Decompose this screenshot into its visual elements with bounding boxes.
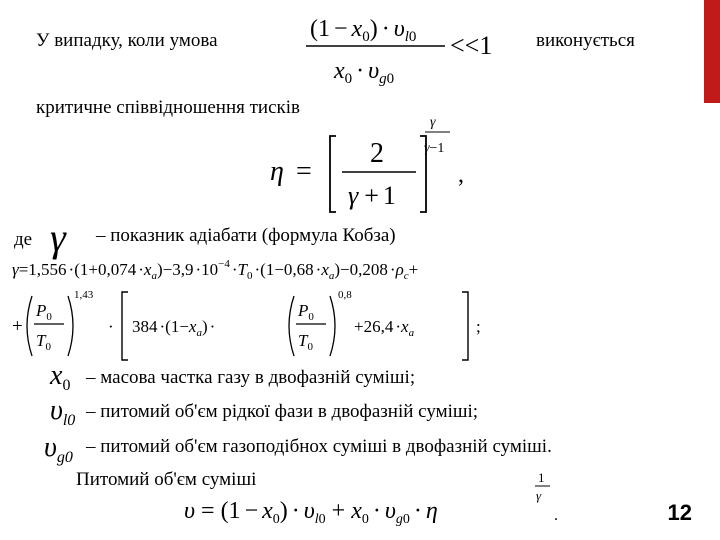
accent-bar [704, 0, 720, 103]
vg0-definition: – питомий об'єм газоподібнох суміші в двофазній суміші. [86, 436, 552, 457]
vl0-definition: – питомий об'єм рідкої фази в двофазній суміші; [86, 401, 479, 422]
svg-text:+26,4·xa: $+26,4 \cdot x_a$ [354, 317, 415, 339]
svg-text:P0: $P_0$ [298, 301, 314, 323]
svg-text:γ: γ [430, 115, 436, 130]
svg-text:x0·υg0: $x_0 \cdot \upsilon_g0$ [334, 58, 395, 87]
eta-formula [270, 112, 490, 217]
x0-definition: – масова частка газу в двофазній суміші; [86, 367, 416, 388]
page-number: 12 [667, 500, 692, 525]
svg-text:2: 2 [370, 138, 384, 169]
svg-text:1,43: 1,43 [74, 289, 94, 301]
svg-text:0,8: 0,8 [338, 289, 352, 301]
svg-text:1: 1 [538, 470, 545, 485]
svg-text:γ+1: γ + 1 [348, 181, 396, 210]
svg-text:η: η [270, 156, 284, 187]
svg-text:υ=(1−x0)·υl0+x0·υg0·η: $\upsilon = (1 - x_0) \cdot \upsilon_l0 + x_0 \cdot \upsilon_g0 \cdot \eta$ [184, 498, 438, 527]
svg-text:·: · [108, 317, 114, 336]
vg0-symbol: $\upsilon_{g0}$ [44, 432, 73, 466]
svg-text:γ−1: γ−1 [424, 141, 445, 156]
x0-symbol: $x_0$ [50, 360, 71, 394]
condition-formula [300, 6, 500, 86]
condition-suffix-text: виконується [536, 30, 635, 51]
svg-text:γ: γ [536, 488, 542, 503]
gamma-description: – показник адіабати (формула Кобза) [96, 225, 396, 246]
svg-text:T0: $T_0$ [36, 331, 51, 353]
svg-text:384·(1−xa)·: $384 \cdot(1-x_a)$ · [132, 317, 216, 339]
critical-ratio-text: критичне співвідношення тисків [36, 97, 300, 118]
de-prefix: де [14, 229, 33, 250]
mixture-volume-label: Питомий об'єм суміші [76, 469, 257, 490]
svg-text:γ=1,556·(1+0,074·xa)−3,9·10−4·: $\gamma=1,556 \cdot(1+0,074 \cdot x_a)-3,9 \cdot 10^{-4} \cdot T_0 \cdot(1-0,68 \cdot x_a)-0,208 \cdot\rho_c+$ [12, 258, 419, 282]
svg-text:,: , [458, 162, 464, 188]
condition-intro-text: У випадку, коли умова [36, 30, 218, 51]
svg-text:+: + [12, 316, 23, 337]
svg-text:.: . [554, 507, 558, 524]
gamma-symbol: γ [50, 215, 66, 260]
mixture-formula [180, 470, 580, 532]
svg-text:P0: $P_0$ [36, 301, 52, 323]
kobza-formula-line1 [8, 255, 708, 285]
kobza-formula-line2 [8, 288, 508, 358]
svg-text:T0: $T_0$ [298, 331, 313, 353]
svg-text:(1−x0)·υl0: $(1 - x_0) \cdot \upsilon_l0$ [310, 16, 417, 45]
svg-text:<<1: <<1 [450, 31, 493, 60]
vl0-symbol: $\upsilon_{l0}$ [50, 395, 76, 429]
svg-text:=: = [296, 156, 312, 187]
svg-text:;: ; [476, 317, 481, 336]
